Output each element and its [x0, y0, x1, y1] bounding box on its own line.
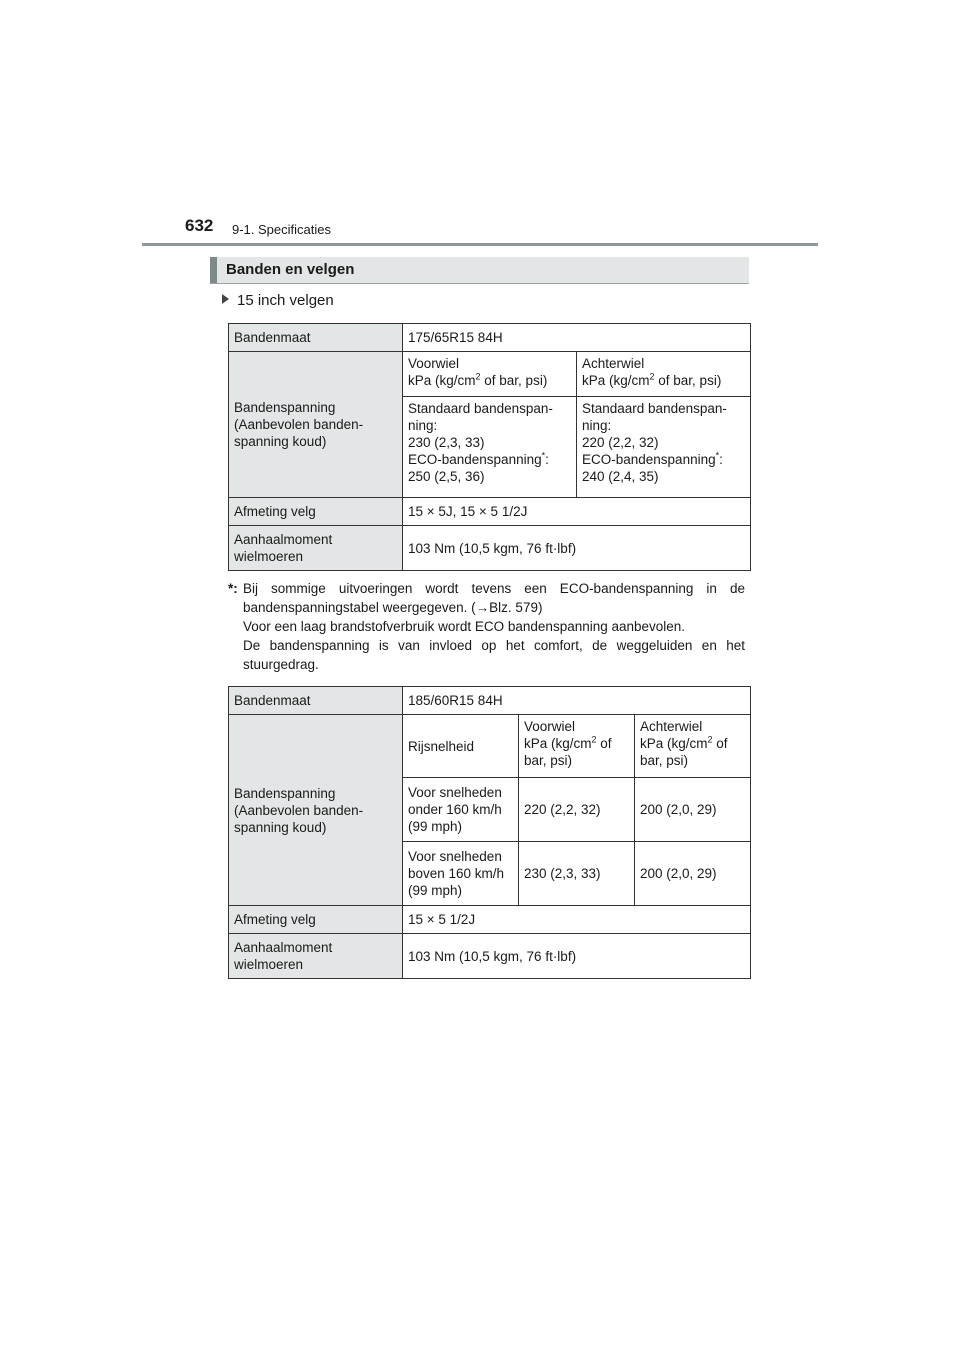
table-row — [229, 324, 751, 352]
footnote-line: Bij sommige uitvoeringen wordt tevens een ECO-bandenspanning in de bandenspanningstabel weergegeven. (→Blz. 579) — [243, 581, 745, 615]
eco-pressure-label: ECO-bandenspanning — [582, 452, 716, 467]
tire-spec-table-15-inch — [228, 323, 751, 571]
rear-pressure-values — [577, 397, 751, 498]
section-title: Banden en velgen — [226, 261, 355, 278]
eco-pressure-label: ECO-bandenspanning — [408, 452, 542, 467]
speed-header: Rijsnelheid — [403, 715, 519, 778]
tire-size-label: Bandenmaat — [229, 687, 403, 715]
front-wheel-header — [403, 352, 577, 397]
unit-prefix: kPa (kg/cm — [524, 736, 592, 751]
tire-size-value: 175/65R15 84H — [403, 324, 751, 352]
header-rule — [142, 243, 818, 246]
torque-label: Aanhaalmoment wielmoeren — [229, 934, 403, 979]
front-label: Voorwiel — [408, 356, 460, 371]
tire-size-value: 185/60R15 84H — [403, 687, 751, 715]
section-accent — [210, 257, 217, 283]
speed-condition: Voor snelheden boven 160 km/h (99 mph) — [403, 842, 519, 906]
table-row — [229, 526, 751, 571]
footnote-line: Voor een laag brandstofverbruik wordt ECO bandenspanning aanbevolen. — [243, 619, 686, 634]
rear-pressure-value: 200 (2,0, 29) — [635, 842, 751, 906]
eco-pressure-value: 250 (2,5, 36) — [408, 469, 485, 484]
eco-pressure-value: 240 (2,4, 35) — [582, 469, 659, 484]
rim-size-value: 15 × 5 1/2J — [403, 906, 751, 934]
colon: : — [719, 452, 723, 467]
standard-pressure-value: 220 (2,2, 32) — [582, 435, 659, 450]
unit-suffix: of bar, psi) — [480, 373, 548, 388]
rim-size-label: Afmeting velg — [229, 498, 403, 526]
front-pressure-value: 230 (2,3, 33) — [519, 842, 635, 906]
colon: : — [545, 452, 549, 467]
front-wheel-header — [519, 715, 635, 778]
page-number: 632 — [185, 216, 214, 235]
footnote — [228, 579, 745, 674]
subheading-text: 15 inch velgen — [237, 292, 334, 309]
table-row — [229, 715, 751, 778]
footnote-asterisk: * — [715, 450, 720, 461]
table-row — [229, 498, 751, 526]
footnote-marker: *: — [228, 581, 238, 596]
torque-value: 103 Nm (10,5 kgm, 76 ft·lbf) — [403, 934, 751, 979]
unit-suffix: of bar, psi) — [524, 736, 612, 768]
torque-label: Aanhaalmoment wielmoeren — [229, 526, 403, 571]
standard-pressure-label: Standaard bandenspan-ning: — [582, 401, 727, 433]
unit-prefix: kPa (kg/cm — [582, 373, 650, 388]
standard-pressure-label: Standaard bandenspan-ning: — [408, 401, 553, 433]
table-row — [229, 934, 751, 979]
tire-pressure-label: Bandenspanning (Aanbevolen banden-spanning koud) — [229, 715, 403, 906]
footnote-line: De bandenspanning is van invloed op het comfort, de weggeluiden en het stuurgedrag. — [243, 638, 745, 672]
unit-sup: 2 — [475, 371, 481, 382]
torque-value: 103 Nm (10,5 kgm, 76 ft·lbf) — [403, 526, 751, 571]
rear-label: Achterwiel — [640, 719, 703, 734]
unit-sup: 2 — [591, 734, 597, 745]
rim-size-label: Afmeting velg — [229, 906, 403, 934]
rear-wheel-header — [635, 715, 751, 778]
unit-prefix: kPa (kg/cm — [408, 373, 476, 388]
unit-sup: 2 — [707, 734, 713, 745]
chapter-title: 9-1. Specificaties — [232, 222, 331, 237]
section-header — [210, 257, 749, 284]
tire-spec-table-185 — [228, 686, 751, 979]
rim-size-value: 15 × 5J, 15 × 5 1/2J — [403, 498, 751, 526]
tire-pressure-label: Bandenspanning (Aanbevolen banden-spanning koud) — [229, 352, 403, 498]
front-pressure-values — [403, 397, 577, 498]
front-pressure-value: 220 (2,2, 32) — [519, 778, 635, 842]
rear-wheel-header — [577, 352, 751, 397]
rear-label: Achterwiel — [582, 356, 645, 371]
table-row — [229, 906, 751, 934]
unit-suffix: of bar, psi) — [640, 736, 728, 768]
front-label: Voorwiel — [524, 719, 576, 734]
table-row — [229, 687, 751, 715]
rear-pressure-value: 200 (2,0, 29) — [635, 778, 751, 842]
tire-size-label: Bandenmaat — [229, 324, 403, 352]
standard-pressure-value: 230 (2,3, 33) — [408, 435, 485, 450]
unit-suffix: of bar, psi) — [654, 373, 722, 388]
table-row — [229, 352, 751, 397]
triangle-bullet-icon — [222, 294, 229, 304]
footnote-asterisk: * — [541, 450, 546, 461]
subheading — [222, 292, 334, 309]
speed-condition: Voor snelheden onder 160 km/h (99 mph) — [403, 778, 519, 842]
unit-sup: 2 — [649, 371, 655, 382]
unit-prefix: kPa (kg/cm — [640, 736, 708, 751]
